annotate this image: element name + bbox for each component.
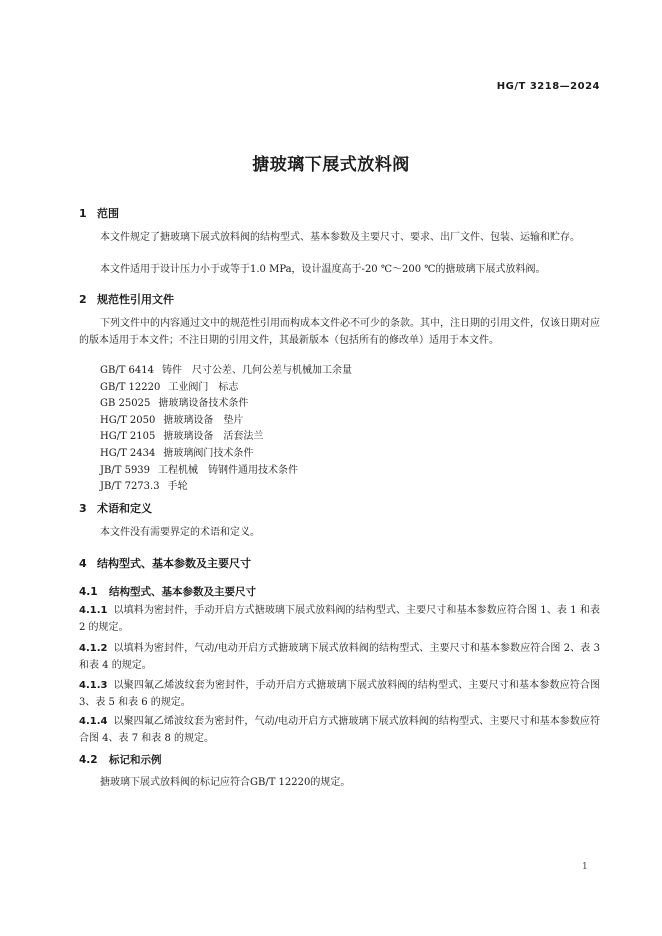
- clause-number: 4.1.3: [79, 680, 108, 691]
- page-number: 1: [582, 862, 588, 872]
- reference-code: GB/T 12220: [100, 381, 161, 393]
- reference-item: [100, 363, 352, 380]
- subsection-4-2-paragraph: 搪玻璃下展式放料阀的标记应符合GB/T 12220的规定。: [100, 777, 351, 788]
- reference-title: 工业阀门 标志: [168, 381, 239, 393]
- reference-item: [100, 463, 352, 480]
- reference-code: HG/T 2050: [100, 414, 156, 426]
- reference-code: HG/T 2105: [100, 431, 156, 443]
- subsection-4-2-heading: [79, 752, 162, 767]
- document-code: HG/T 3218—2024: [496, 81, 600, 92]
- subsection-4-1-heading: [79, 584, 256, 599]
- clause-4-1-1: [79, 603, 600, 636]
- reference-item: [100, 429, 352, 446]
- reference-code: JB/T 7273.3: [100, 481, 160, 493]
- section-title: 术语和定义: [97, 502, 152, 515]
- section-1-paragraph-2: 本文件适用于设计压力小于或等于1.0 MPa，设计温度高于-20 ℃～200 ℃的搪玻璃下展式放料阀。: [100, 264, 546, 275]
- section-title: 规范性引用文件: [97, 293, 174, 306]
- reference-title: 手轮: [167, 481, 188, 493]
- section-number: 2: [79, 293, 87, 306]
- page-title: 搪玻璃下展式放料阀: [252, 155, 410, 175]
- clause-text: 以填料为密封件，气动/电动开启方式搪玻璃下展式放料阀的结构型式、主要尺寸和基本参数应符合图 2、表 3 和表 4 的规定。: [79, 643, 600, 671]
- clause-text: 以聚四氟乙烯波纹套为密封件，气动/电动开启方式搪玻璃下展式放料阀的结构型式、主要尺寸和基本参数应符合图 4、表 7 和表 8 的规定。: [79, 716, 600, 744]
- reference-code: GB 25025: [100, 398, 151, 410]
- section-number: 1: [79, 207, 87, 220]
- clause-4-1-2: [79, 641, 600, 674]
- reference-item: [100, 479, 352, 496]
- section-title: 范围: [97, 207, 119, 220]
- reference-item: [100, 413, 352, 430]
- subsection-title: 标记和示例: [109, 754, 162, 766]
- reference-title: 搪玻璃设备 活套法兰: [163, 431, 264, 443]
- section-2-paragraph-1: 下列文件中的内容通过文中的规范性引用而构成本文件必不可少的条款。其中，注日期的引用文件，仅该日期对应的版本适用于本文件；不注日期的引用文件，其最新版本（包括所有的修改单）适用于本文件。: [79, 318, 600, 346]
- section-1-heading: [79, 205, 119, 221]
- reference-code: GB/T 6414: [100, 365, 155, 376]
- section-3-heading: [79, 500, 152, 516]
- reference-title: 搪玻璃设备技术条件: [158, 398, 249, 410]
- section-number: 4: [79, 557, 87, 570]
- watermark: [200, 913, 480, 923]
- clause-number: 4.1.1: [79, 605, 108, 616]
- normative-references-list: [100, 363, 352, 496]
- reference-item: [100, 380, 352, 397]
- clause-4-1-4: [79, 714, 600, 747]
- reference-title: 工程机械 铸钢件通用技术条件: [158, 464, 299, 476]
- reference-title: 搪玻璃设备 垫片: [163, 414, 244, 426]
- clause-number: 4.1.4: [79, 716, 108, 727]
- subsection-title: 结构型式、基本参数及主要尺寸: [109, 586, 256, 598]
- reference-item: [100, 446, 352, 463]
- reference-title: 铸件 尺寸公差、几何公差与机械加工余量: [162, 365, 353, 376]
- section-3-paragraph-1: 本文件没有需要界定的术语和定义。: [100, 527, 260, 538]
- clause-text: 以填料为密封件，手动开启方式搪玻璃下展式放料阀的结构型式、主要尺寸和基本参数应符合图 1、表 1 和表 2 的规定。: [79, 605, 600, 633]
- clause-number: 4.1.2: [79, 643, 108, 654]
- clause-text: 以聚四氟乙烯波纹套为密封件，手动开启方式搪玻璃下展式放料阀的结构型式、主要尺寸和基本参数应符合图 3、表 5 和表 6 的规定。: [79, 680, 600, 708]
- section-title: 结构型式、基本参数及主要尺寸: [97, 557, 251, 570]
- section-2-heading: [79, 291, 174, 307]
- reference-title: 搪玻璃阀门技术条件: [163, 447, 254, 459]
- section-4-heading: [79, 555, 251, 571]
- subsection-number: 4.1: [79, 586, 98, 598]
- reference-code: HG/T 2434: [100, 447, 156, 459]
- section-number: 3: [79, 502, 87, 515]
- reference-item: [100, 396, 352, 413]
- clause-4-1-3: [79, 678, 600, 711]
- section-1-paragraph-1: 本文件规定了搪玻璃下展式放料阀的结构型式、基本参数及主要尺寸、要求、出厂文件、包装、运输和贮存。: [100, 232, 580, 243]
- subsection-number: 4.2: [79, 754, 98, 766]
- reference-code: JB/T 5939: [100, 464, 151, 476]
